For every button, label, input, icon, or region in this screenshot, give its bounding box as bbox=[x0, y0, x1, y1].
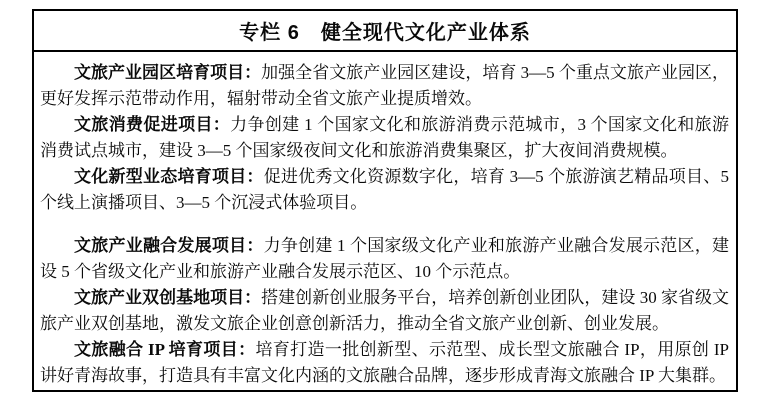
project-lead: 文旅融合 IP 培育项目： bbox=[74, 340, 256, 359]
project-lead: 文旅产业园区培育项目： bbox=[74, 63, 262, 82]
project-lead: 文旅产业双创基地项目： bbox=[74, 288, 262, 307]
project-text: 搭建创新创业服务平台，培养创新创业团队，建设 30 家省级文旅产业双创基地，激发文旅企业创意创新活力，推动全省文旅产业创新、创业发展。 bbox=[40, 288, 730, 333]
project-lead: 文旅产业融合发展项目： bbox=[74, 236, 264, 255]
project-paragraph bbox=[40, 233, 729, 285]
project-text: 力争创建 1 个国家文化和旅游消费示范城市，3 个国家文化和旅游消费试点城市，建设 3—5 个国家级夜间文化和旅游消费集聚区，扩大夜间消费规模。 bbox=[40, 115, 730, 160]
panel-title: 专栏 6 健全现代文化产业体系 bbox=[239, 22, 531, 44]
project-lead: 文化新型业态培育项目： bbox=[74, 167, 264, 186]
panel-body bbox=[34, 52, 736, 389]
project-text: 力争创建 1 个国家级文化产业和旅游产业融合发展示范区，建设 5 个省级文化产业和旅游产业融合发展示范区、10 个示范点。 bbox=[40, 236, 730, 281]
project-text: 培育打造一批创新型、示范型、成长型文旅融合 IP，用原创 IP 讲好青海故事，打造具有丰富文化内涵的文旅融合品牌，逐步形成青海文旅融合 IP 大集群。 bbox=[40, 340, 730, 385]
project-text: 促进优秀文化资源数字化，培育 3—5 个旅游演艺精品项目、5 个线上演播项目、3—5 个沉浸式体验项目。 bbox=[40, 167, 730, 212]
project-lead: 文旅消费促进项目： bbox=[74, 115, 231, 134]
project-paragraph bbox=[40, 337, 729, 389]
project-text: 加强全省文旅产业园区建设，培育 3—5 个重点文旅产业园区，更好发挥示范带动作用，辐射带动全省文旅产业提质增效。 bbox=[40, 63, 730, 108]
highlight-box bbox=[32, 9, 738, 392]
project-paragraph bbox=[40, 112, 729, 164]
project-paragraph bbox=[40, 60, 729, 112]
panel-title-bar bbox=[34, 11, 736, 52]
project-paragraph bbox=[40, 285, 729, 337]
project-paragraph bbox=[40, 164, 729, 216]
